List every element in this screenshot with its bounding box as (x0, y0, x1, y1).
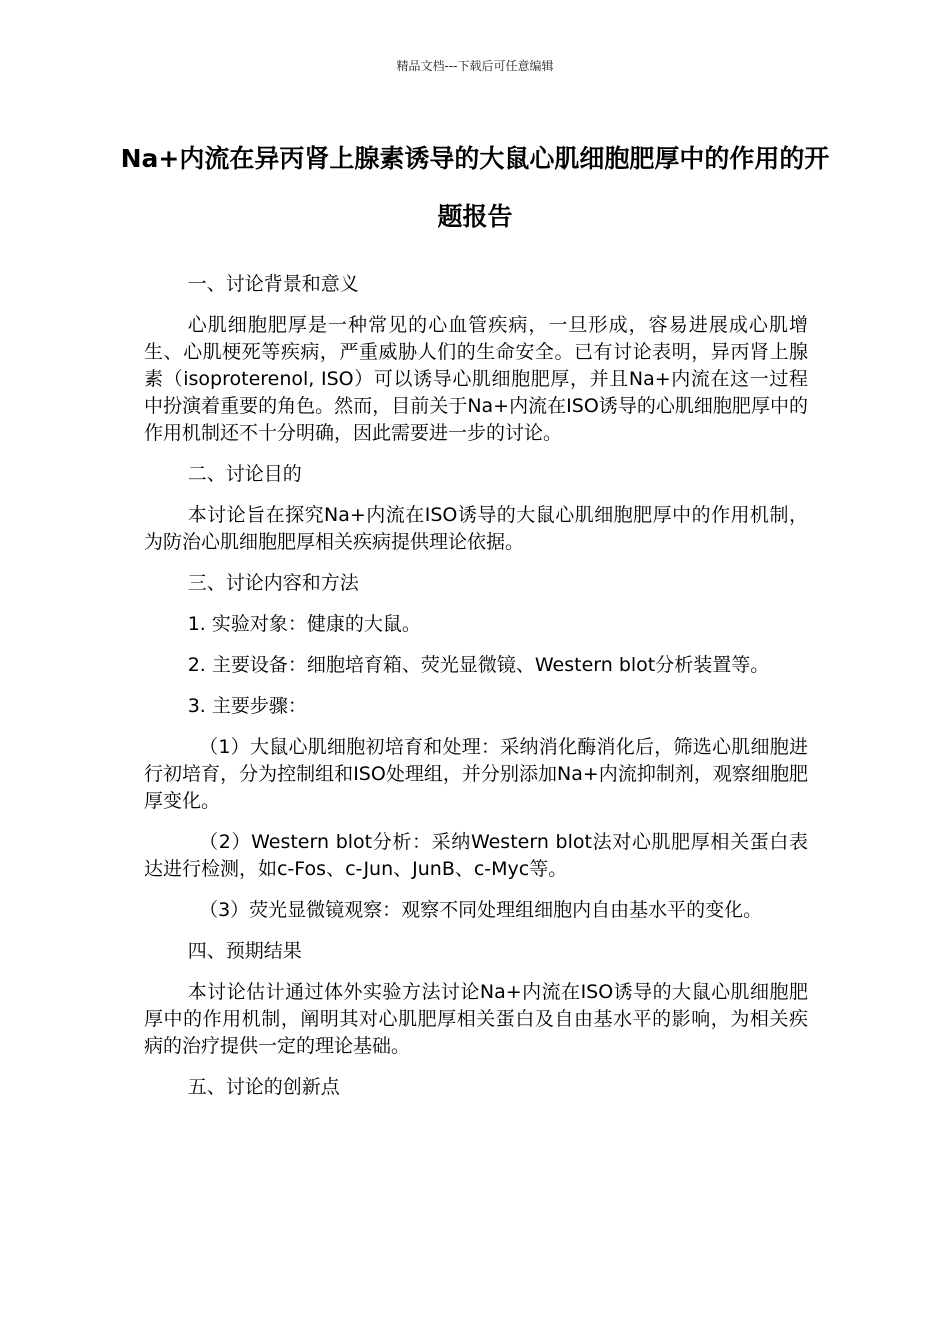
header-note: 精品文档---下载后可任意编辑 (396, 59, 554, 73)
step-fluorescence: （3）荧光显微镜观察：观察不同处理组细胞内自由基水平的变化。 (199, 899, 763, 921)
section-heading-purpose: 二、讨论目的 (187, 463, 302, 485)
paragraph-purpose: 本讨论旨在探究Na+内流在ISO诱导的大鼠心肌细胞肥厚中的作用机制，为防治心肌细胞肥厚相关疾病提供理论依据。 (144, 504, 808, 553)
section-heading-innovation: 五、讨论的创新点 (187, 1076, 340, 1098)
section-heading-methods: 三、讨论内容和方法 (187, 572, 359, 594)
paragraph-expected-results: 本讨论估计通过体外实验方法讨论Na+内流在ISO诱导的大鼠心肌细胞肥厚中的作用机制，阐明其对心肌肥厚相关蛋白及自由基水平的影响，为相关疾病的治疗提供一定的理论基础。 (144, 981, 808, 1057)
list-item-subjects: 1. 实验对象：健康的大鼠。 (187, 613, 421, 635)
step-western-blot: （2）Western blot分析：采纳Western blot法对心肌肥厚相关蛋白表达进行检测，如c-Fos、c-Jun、JunB、c-Myc等。 (144, 831, 808, 880)
section-heading-background: 一、讨论背景和意义 (187, 273, 359, 295)
document-body (144, 271, 808, 1115)
list-item-equipment: 2. 主要设备：细胞培育箱、荧光显微镜、Western blot分析装置等。 (187, 654, 770, 676)
list-item-steps: 3. 主要步骤： (187, 695, 307, 717)
paragraph-background: 心肌细胞肥厚是一种常见的心血管疾病，一旦形成，容易进展成心肌增生、心肌梗死等疾病，严重威胁人们的生命安全。已有讨论表明，异丙肾上腺素（isoproterenol, ISO）可以诱导心肌细胞肥厚，并且Na+内流在这一过程中扮演着重要的角色。然而，目前关于Na+内流在ISO诱导的心肌细胞肥厚中的作用机制还不十分明确，因此需要进一步的讨论。 (144, 314, 808, 444)
step-culture: （1）大鼠心肌细胞初培育和处理：采纳消化酶消化后，筛选心肌细胞进行初培育，分为控制组和ISO处理组，并分别添加Na+内流抑制剂，观察细胞肥厚变化。 (144, 736, 808, 812)
section-heading-expected-results: 四、预期结果 (187, 940, 302, 962)
document-title: Na+内流在异丙肾上腺素诱导的大鼠心肌细胞肥厚中的作用的开题报告 (120, 144, 830, 231)
